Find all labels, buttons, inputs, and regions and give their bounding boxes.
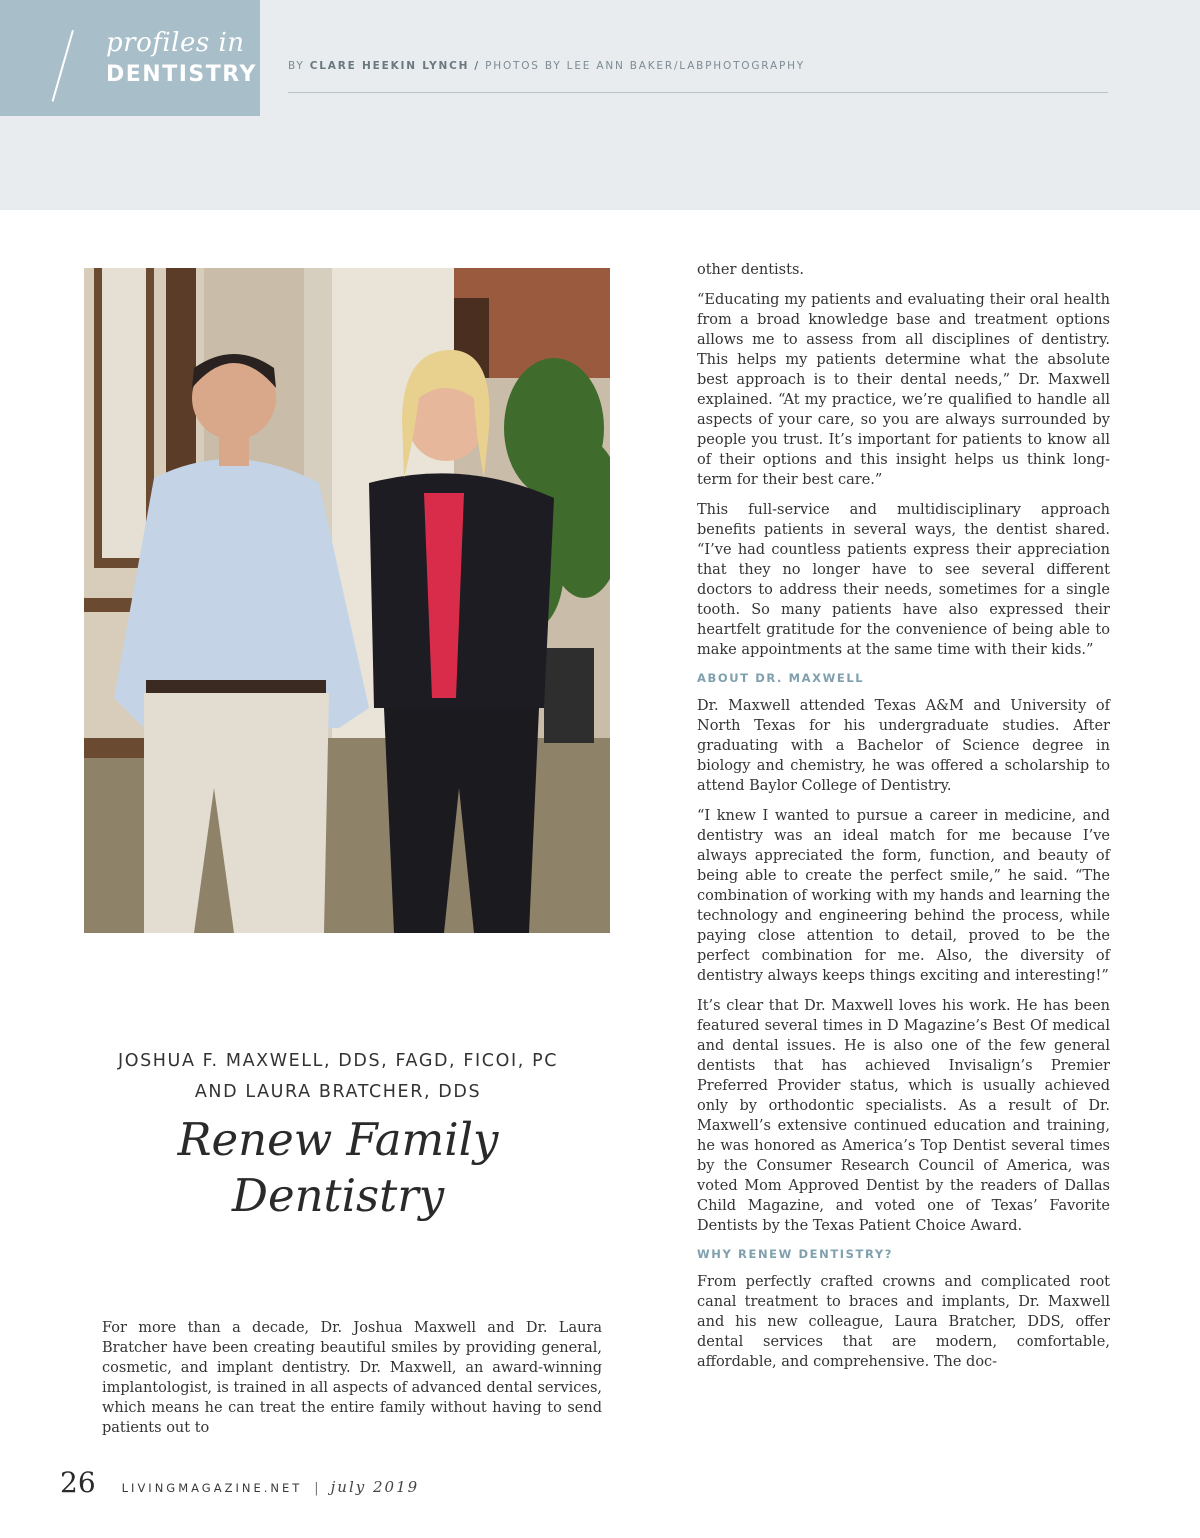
section-label-top: profiles in (106, 28, 245, 58)
profile-names (84, 1046, 592, 1108)
profile-names-line-1: JOSHUA F. MAXWELL, DDS, FAGD, FICOI, PC (117, 1051, 559, 1071)
byline-prefix: BY (288, 60, 305, 72)
body-paragraph-4: Dr. Maxwell attended Texas A&M and University of North Texas for his undergraduate studies. After graduating with a Bachelor of Science degree in biology and chemistry, he was offered a scholarship to attend Baylor College of Dentistry. (697, 698, 1110, 794)
subhead-about: ABOUT DR. MAXWELL (697, 671, 865, 685)
page-number: 26 (60, 1466, 96, 1499)
section-label-bottom: DENTISTRY (106, 62, 257, 87)
body-paragraph-3: This full-service and multidisciplinary approach benefits patients in several ways, the dentist shared. “I’ve had countless patients express their appreciation that they no longer have to see several different doctors to address their needs, sometimes for a single tooth. So many patients have also expressed their heartfelt gratitude for the convenience of being able to make appointments at the same time with their kids.” (697, 502, 1110, 658)
byline-author: CLARE HEEKIN LYNCH (309, 60, 470, 72)
footer-separator: | (314, 1481, 319, 1496)
article-title-line-2: Dentistry (231, 1169, 445, 1222)
footer-issue-date: july 2019 (330, 1478, 420, 1496)
byline-rule (288, 92, 1108, 93)
body-paragraph-5: “I knew I wanted to pursue a career in medicine, and dentistry was an ideal match for me because I’ve always appreciated the form, function, and beauty of being able to create the perfect smile,” he said. “The combination of working with my hands and learning the technology and engineering behind the process, while paying close attention to detail, proved to be the perfect combination for me. Also, the diversity of dentistry always keeps things exciting and interesting!” (697, 808, 1110, 984)
body-column (697, 260, 1110, 1382)
profile-names-line-2: AND LAURA BRATCHER, DDS (194, 1082, 482, 1102)
byline-photo-credit: PHOTOS BY LEE ANN BAKER/LABPHOTOGRAPHY (485, 60, 805, 72)
body-paragraph-2: “Educating my patients and evaluating their oral health from a broad knowledge base and treatment options allows me to assess from all disciplines of dentistry. This helps my patients determine what the absolute best approach is to their dental needs,” Dr. Maxwell explained. “At my practice, we’re qualified to handle all aspects of your care, so you are always surrounded by people you trust. It’s important for patients to know all of their options and this insight helps us think long-term for their best care.” (697, 292, 1110, 488)
body-paragraph-1: other dentists. (697, 262, 805, 278)
feature-photo-illustration (84, 268, 610, 933)
feature-photo (84, 268, 610, 933)
body-paragraph-7: From perfectly crafted crowns and complicated root canal treatment to braces and implants, Dr. Maxwell and his new colleague, Laura Bratcher, DDS, offer dental services that are modern, comfortable, affordable, and comprehensive. The doc- (697, 1274, 1110, 1370)
intro-paragraph: For more than a decade, Dr. Joshua Maxwell and Dr. Laura Bratcher have been creating beautiful smiles by providing general, cosmetic, and implant dentistry. Dr. Maxwell, an award-winning implantologist, is trained in all aspects of advanced dental services, which means he can treat the entire family without having to send patients out to (102, 1320, 602, 1436)
article-title-line-1: Renew Family (177, 1113, 499, 1166)
section-badge (0, 0, 260, 116)
byline-separator: / (474, 60, 480, 72)
article-title (84, 1112, 592, 1224)
byline (288, 60, 805, 72)
page-footer (60, 1466, 419, 1499)
subhead-why-renew: WHY RENEW DENTISTRY? (697, 1247, 894, 1261)
body-paragraph-6: It’s clear that Dr. Maxwell loves his work. He has been featured several times in D Magazine’s Best Of medical and dental issues. He is also one of the few general dentists that has achieved Invisalign’s Premier Preferred Provider status, which is usually achieved only by orthodontic specialists. As a result of Dr. Maxwell’s extensive continued education and training, he was honored as America’s Top Dentist several times by the Consumer Research Council of America, was voted Mom Approved Dentist by the readers of Dallas Child Magazine, and voted one of Texas’ Favorite Dentists by the Texas Patient Choice Award. (697, 998, 1110, 1234)
footer-site-link[interactable]: LIVINGMAGAZINE.NET (121, 1481, 303, 1495)
badge-slash-divider (52, 30, 74, 102)
